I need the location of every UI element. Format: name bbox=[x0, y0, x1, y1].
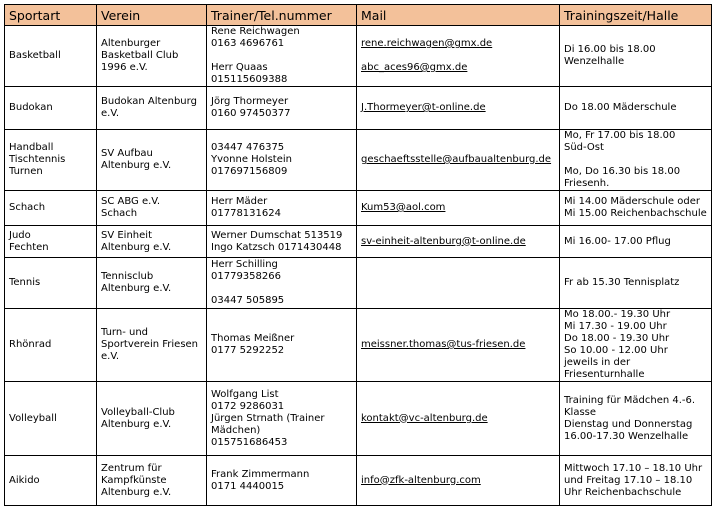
cell-trainingszeit bbox=[560, 258, 712, 309]
cell-line: Friesenturnhalle bbox=[564, 369, 645, 380]
cell-line: 01778131624 bbox=[211, 208, 281, 219]
email-link[interactable]: geschaeftsstelle@aufbaualtenburg.de bbox=[361, 154, 552, 165]
cell-trainingszeit bbox=[560, 456, 712, 506]
cell-line: Mädchen) bbox=[211, 424, 261, 436]
cell-line: Tennis bbox=[9, 277, 41, 288]
cell-line: Dienstag und Donnerstag bbox=[564, 418, 693, 430]
cell-trainingszeit bbox=[560, 26, 712, 87]
cell-sportart bbox=[5, 309, 97, 382]
cell-verein bbox=[97, 456, 207, 506]
cell-line: Rhönrad bbox=[9, 339, 52, 350]
cell-line: Do 18.00 Mäderschule bbox=[564, 102, 677, 113]
cell-line: Yvonne Holstein bbox=[211, 154, 292, 165]
cell-line: 0160 97450377 bbox=[211, 108, 291, 119]
cell-mail bbox=[357, 26, 560, 87]
cell-line: Mo, Do 16.30 bis 18.00 bbox=[564, 166, 681, 177]
cell-line: Herr Quaas bbox=[211, 62, 268, 73]
table-row bbox=[5, 309, 712, 382]
cell-line: Wolfgang List bbox=[211, 388, 279, 400]
cell-line: Budokan Altenburg bbox=[101, 96, 197, 107]
cell-line: Tennisclub bbox=[101, 271, 154, 282]
cell-line: jeweils in der bbox=[564, 357, 631, 368]
cell-trainingszeit bbox=[560, 87, 712, 130]
cell-mail bbox=[357, 258, 560, 309]
line-spacer bbox=[361, 50, 555, 62]
cell-line: Altenburg e.V. bbox=[101, 486, 172, 498]
cell-trainer bbox=[207, 191, 357, 226]
cell-trainingszeit bbox=[560, 226, 712, 258]
cell-line: Schach bbox=[9, 202, 46, 213]
email-link[interactable]: Kum53@aol.com bbox=[361, 202, 446, 213]
cell-line: SC ABG e.V. bbox=[101, 196, 161, 207]
cell-trainingszeit bbox=[560, 382, 712, 456]
cell-line: Mi 17.30 - 19.00 Uhr bbox=[564, 321, 667, 332]
cell-line: Altenburg e.V. bbox=[101, 418, 172, 430]
cell-line: Fr ab 15.30 Tennisplatz bbox=[564, 277, 680, 288]
line-spacer bbox=[211, 283, 352, 295]
cell-line: 1996 e.V. bbox=[101, 62, 148, 73]
cell-line: Mi 15.00 Reichenbachschule bbox=[564, 208, 707, 219]
cell-line: Aikido bbox=[9, 474, 40, 486]
cell-trainingszeit bbox=[560, 130, 712, 191]
cell-line: Wenzelhalle bbox=[564, 56, 625, 67]
cell-line: Altenburger bbox=[101, 38, 161, 49]
cell-sportart bbox=[5, 130, 97, 191]
table-row bbox=[5, 26, 712, 87]
cell-line: 017697156809 bbox=[211, 166, 288, 177]
cell-trainer bbox=[207, 130, 357, 191]
cell-line: Herr Mäder bbox=[211, 196, 268, 207]
cell-trainer bbox=[207, 456, 357, 506]
cell-line: Turn- und bbox=[101, 327, 149, 338]
cell-line: Basketball Club bbox=[101, 50, 179, 61]
cell-verein bbox=[97, 309, 207, 382]
cell-line: Thomas Meißner bbox=[211, 333, 295, 344]
cell-line: Mo, Fr 17.00 bis 18.00 bbox=[564, 130, 676, 141]
cell-line: Turnen bbox=[9, 166, 43, 177]
cell-line: 01779358266 bbox=[211, 271, 281, 282]
cell-line: 015115609388 bbox=[211, 74, 288, 85]
cell-mail bbox=[357, 191, 560, 226]
header-trainer: Trainer/Tel.nummer bbox=[207, 5, 357, 26]
cell-line: Rene Reichwagen bbox=[211, 26, 300, 37]
cell-verein bbox=[97, 258, 207, 309]
cell-line: Do 18.00 - 19.30 Uhr bbox=[564, 333, 670, 344]
cell-line: SV Aufbau bbox=[101, 148, 153, 159]
cell-mail bbox=[357, 87, 560, 130]
cell-line: Mo 18.00.- 19.30 Uhr bbox=[564, 309, 671, 320]
cell-line: Altenburg e.V. bbox=[101, 283, 172, 294]
cell-line: Ingo Katzsch 0171430448 bbox=[211, 241, 342, 253]
cell-line: Herr Schilling bbox=[211, 259, 278, 270]
cell-line: 03447 505895 bbox=[211, 295, 285, 306]
email-link[interactable]: rene.reichwagen@gmx.de bbox=[361, 38, 493, 49]
cell-line: Judo bbox=[9, 229, 31, 241]
cell-verein bbox=[97, 382, 207, 456]
table-row bbox=[5, 456, 712, 506]
cell-verein bbox=[97, 226, 207, 258]
email-link[interactable]: sv-einheit-altenburg@t-online.de bbox=[361, 235, 526, 247]
cell-line: Klasse bbox=[564, 406, 597, 418]
cell-line: SV Einheit bbox=[101, 229, 152, 241]
cell-sportart bbox=[5, 258, 97, 309]
cell-line: Jürgen Strnath (Trainer bbox=[211, 412, 325, 424]
cell-sportart bbox=[5, 26, 97, 87]
cell-trainingszeit bbox=[560, 309, 712, 382]
cell-sportart bbox=[5, 191, 97, 226]
cell-line: Mi 16.00- 17.00 Pflug bbox=[564, 235, 671, 247]
cell-verein bbox=[97, 26, 207, 87]
table-row bbox=[5, 258, 712, 309]
cell-line: Budokan bbox=[9, 102, 53, 113]
cell-line: 0177 5292252 bbox=[211, 345, 285, 356]
cell-line: 0172 9286031 bbox=[211, 400, 285, 412]
cell-line: e.V. bbox=[101, 108, 120, 119]
cell-line: Mittwoch 17.10 – 18.10 Uhr bbox=[564, 462, 703, 474]
cell-line: Di 16.00 bis 18.00 bbox=[564, 44, 656, 55]
cell-line: 16.00-17.30 Wenzelhalle bbox=[564, 430, 689, 442]
email-link[interactable]: kontakt@vc-altenburg.de bbox=[361, 412, 488, 424]
cell-mail bbox=[357, 382, 560, 456]
cell-line: Frank Zimmermann bbox=[211, 468, 310, 480]
cell-mail bbox=[357, 309, 560, 382]
cell-line: 0163 4696761 bbox=[211, 38, 285, 49]
line-spacer bbox=[564, 154, 707, 166]
cell-sportart bbox=[5, 382, 97, 456]
table-row bbox=[5, 130, 712, 191]
cell-mail bbox=[357, 456, 560, 506]
cell-line: 015751686453 bbox=[211, 436, 288, 448]
cell-line: Friesenh. bbox=[564, 178, 610, 189]
line-spacer bbox=[211, 50, 352, 62]
table-row bbox=[5, 87, 712, 130]
cell-line: Werner Dumschat 513519 bbox=[211, 229, 343, 241]
cell-line: Altenburg e.V. bbox=[101, 241, 172, 253]
cell-line: So 10.00 - 12.00 Uhr bbox=[564, 345, 668, 356]
cell-line: Training für Mädchen 4.-6. bbox=[564, 394, 696, 406]
table-header-row bbox=[5, 5, 712, 26]
sports-club-table bbox=[4, 4, 712, 506]
table-row bbox=[5, 382, 712, 456]
cell-line: e.V. bbox=[101, 351, 120, 362]
cell-line: Volleyball-Club bbox=[101, 406, 175, 418]
header-trainingszeit: Trainingszeit/Halle bbox=[560, 5, 712, 26]
cell-line: Uhr Reichenbachschule bbox=[564, 486, 682, 498]
email-link[interactable]: abc_aces96@gmx.de bbox=[361, 62, 468, 73]
cell-line: Zentrum für bbox=[101, 462, 162, 474]
cell-trainer bbox=[207, 226, 357, 258]
cell-line: Sportverein Friesen bbox=[101, 339, 199, 350]
cell-line: Volleyball bbox=[9, 412, 57, 424]
cell-verein bbox=[97, 130, 207, 191]
cell-trainer bbox=[207, 87, 357, 130]
cell-sportart bbox=[5, 87, 97, 130]
email-link[interactable]: J.Thormeyer@t-online.de bbox=[361, 102, 486, 113]
cell-line: Jörg Thormeyer bbox=[211, 96, 289, 107]
cell-verein bbox=[97, 87, 207, 130]
cell-mail bbox=[357, 130, 560, 191]
cell-sportart bbox=[5, 456, 97, 506]
cell-mail bbox=[357, 226, 560, 258]
cell-line: 0171 4440015 bbox=[211, 480, 285, 492]
cell-line: Schach bbox=[101, 208, 138, 219]
cell-line: Kampfkünste bbox=[101, 474, 167, 486]
email-link[interactable]: info@zfk-altenburg.com bbox=[361, 474, 481, 486]
email-link[interactable]: meissner.thomas@tus-friesen.de bbox=[361, 339, 526, 350]
cell-verein bbox=[97, 191, 207, 226]
cell-trainer bbox=[207, 258, 357, 309]
cell-line: Tischtennis bbox=[9, 154, 66, 165]
header-sportart: Sportart bbox=[5, 5, 97, 26]
cell-line: 03447 476375 bbox=[211, 142, 285, 153]
cell-line: Basketball bbox=[9, 50, 61, 61]
cell-line: Süd-Ost bbox=[564, 142, 604, 153]
cell-line: Altenburg e.V. bbox=[101, 160, 172, 171]
cell-line: Fechten bbox=[9, 241, 49, 253]
cell-trainer bbox=[207, 382, 357, 456]
cell-line: Handball bbox=[9, 142, 54, 153]
header-mail: Mail bbox=[357, 5, 560, 26]
cell-trainer bbox=[207, 26, 357, 87]
cell-line: und Freitag 17.10 – 18.10 bbox=[564, 474, 693, 486]
table-row bbox=[5, 191, 712, 226]
cell-trainingszeit bbox=[560, 191, 712, 226]
table-row bbox=[5, 226, 712, 258]
header-verein: Verein bbox=[97, 5, 207, 26]
cell-line: Mi 14.00 Mäderschule oder bbox=[564, 196, 700, 207]
cell-sportart bbox=[5, 226, 97, 258]
cell-trainer bbox=[207, 309, 357, 382]
